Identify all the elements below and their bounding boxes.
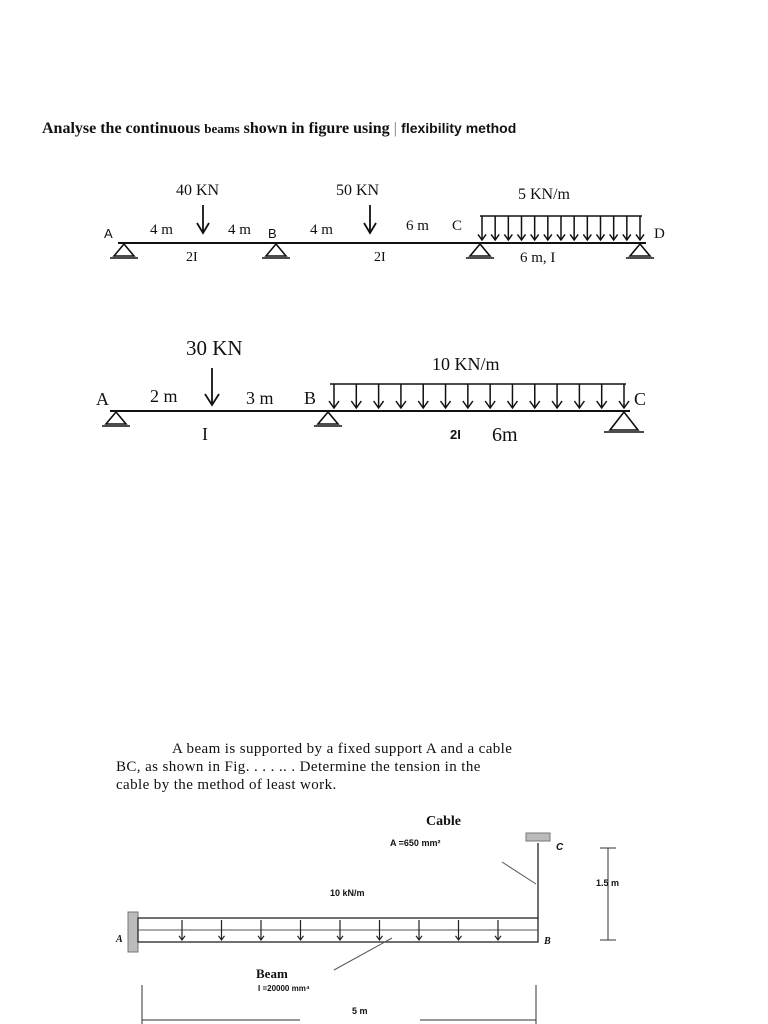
beam2-inertia-ab: I bbox=[202, 424, 208, 444]
support-a1 bbox=[110, 244, 138, 258]
heading-part1: Analyse the continuous bbox=[42, 120, 201, 137]
udl-arrowhead bbox=[351, 401, 361, 408]
udl-arrowhead bbox=[531, 234, 539, 240]
beam1-inertia-ab: 2I bbox=[186, 250, 198, 265]
udl-arrowhead bbox=[544, 234, 552, 240]
cable-anchor bbox=[526, 833, 550, 841]
udl-5knm bbox=[478, 216, 644, 240]
support-b1 bbox=[262, 244, 290, 258]
support-c2 bbox=[604, 412, 644, 432]
beam1-label-b: B bbox=[268, 226, 277, 241]
beam1-span-a2: 4 m bbox=[228, 222, 251, 238]
beam3-udl-label: 10 kN/m bbox=[330, 888, 365, 898]
heading-part3: shown in figure using bbox=[243, 120, 390, 137]
udl-arrowhead bbox=[495, 936, 501, 940]
beam1-span-cd: 6 m, I bbox=[520, 250, 556, 266]
beam3-area-label: A =650 mm² bbox=[390, 838, 441, 848]
udl-arrowhead bbox=[337, 936, 343, 940]
support-a2 bbox=[102, 412, 130, 426]
udl-arrowhead bbox=[456, 936, 462, 940]
beam2-label-c: C bbox=[634, 389, 647, 409]
udl-10knm-beam3 bbox=[179, 920, 501, 940]
beam2-inertia-bc: 2I bbox=[450, 427, 461, 442]
beam1-inertia-bc: 2I bbox=[374, 250, 386, 265]
udl-arrowhead bbox=[396, 401, 406, 408]
udl-arrowhead bbox=[619, 401, 629, 408]
udl-arrowhead bbox=[570, 234, 578, 240]
udl-arrowhead bbox=[374, 401, 384, 408]
beam1-label-d: D bbox=[654, 226, 665, 242]
udl-arrowhead bbox=[485, 401, 495, 408]
udl-arrowhead bbox=[574, 401, 584, 408]
support-b2 bbox=[314, 412, 342, 426]
beam2-label-b: B bbox=[304, 388, 317, 408]
udl-arrowhead bbox=[552, 401, 562, 408]
beam3-label-a: A bbox=[116, 934, 123, 945]
udl-arrowhead bbox=[623, 234, 631, 240]
beam2-span-2: 3 m bbox=[246, 388, 274, 408]
udl-arrowhead bbox=[478, 234, 486, 240]
udl-arrowhead bbox=[377, 936, 383, 940]
beam2-span-1: 2 m bbox=[150, 386, 178, 406]
fixed-support-wall bbox=[128, 912, 138, 952]
udl-arrowhead bbox=[491, 234, 499, 240]
heading-part4: flexibility method bbox=[401, 120, 517, 136]
udl-arrowhead bbox=[416, 936, 422, 940]
beam1-load-50kn: 50 KN bbox=[336, 182, 380, 199]
beam1-label-c: C bbox=[452, 218, 463, 234]
udl-arrowhead bbox=[507, 401, 517, 408]
beam1-span-b1: 4 m bbox=[310, 222, 333, 238]
problem-line-2: BC, as shown in Fig. . . . .. . Determine the tension in the bbox=[116, 759, 481, 775]
beam1-span-c: 6 m bbox=[406, 218, 429, 234]
support-c1 bbox=[466, 244, 494, 258]
beam2-load-30kn: 30 KN bbox=[186, 336, 243, 360]
udl-arrowhead bbox=[530, 401, 540, 408]
udl-arrowhead bbox=[636, 234, 644, 240]
beam2-udl: 10 KN/m bbox=[432, 354, 500, 374]
udl-arrowhead bbox=[504, 234, 512, 240]
udl-arrowhead bbox=[179, 936, 185, 940]
udl-arrowhead bbox=[597, 401, 607, 408]
udl-arrowhead bbox=[583, 234, 591, 240]
beam1-udl: 5 KN/m bbox=[518, 186, 570, 203]
udl-arrowhead bbox=[418, 401, 428, 408]
page-heading: Analyse the continuous beams shown in figure using | flexibility method bbox=[42, 120, 517, 137]
udl-10knm bbox=[329, 384, 629, 408]
problem-statement bbox=[116, 740, 636, 794]
support-d1 bbox=[626, 244, 654, 258]
udl-arrowhead bbox=[298, 936, 304, 940]
beam-3-body bbox=[138, 918, 538, 942]
beam1-label-a: A bbox=[104, 226, 113, 241]
udl-arrowhead bbox=[219, 936, 225, 940]
udl-arrowhead bbox=[610, 234, 618, 240]
beam3-label-c: C bbox=[556, 842, 564, 853]
udl-arrowhead bbox=[258, 936, 264, 940]
udl-arrowhead bbox=[557, 234, 565, 240]
problem-line-1: A beam is supported by a fixed support A and a cable bbox=[172, 741, 513, 757]
udl-arrowhead bbox=[518, 234, 526, 240]
beam3-inertia-label: I =20000 mm⁴ bbox=[258, 984, 310, 993]
beam1-load-40kn: 40 KN bbox=[176, 182, 220, 199]
udl-arrowhead bbox=[463, 401, 473, 408]
beam2-label-a: A bbox=[96, 389, 109, 409]
udl-arrowhead bbox=[329, 401, 339, 408]
beam1-span-a1: 4 m bbox=[150, 222, 173, 238]
beam2-span-bc: 6m bbox=[492, 424, 518, 446]
beam3-height-label: 1.5 m bbox=[596, 878, 620, 888]
beam3-label-b: B bbox=[544, 936, 551, 947]
beam3-cable-label: Cable bbox=[426, 814, 461, 829]
beam3-length-label: 5 m bbox=[352, 1006, 368, 1016]
heading-part2: beams bbox=[204, 121, 240, 136]
udl-arrowhead bbox=[441, 401, 451, 408]
beam3-beam-label: Beam bbox=[256, 966, 288, 981]
udl-arrowhead bbox=[597, 234, 605, 240]
problem-line-3: cable by the method of least work. bbox=[116, 777, 337, 793]
